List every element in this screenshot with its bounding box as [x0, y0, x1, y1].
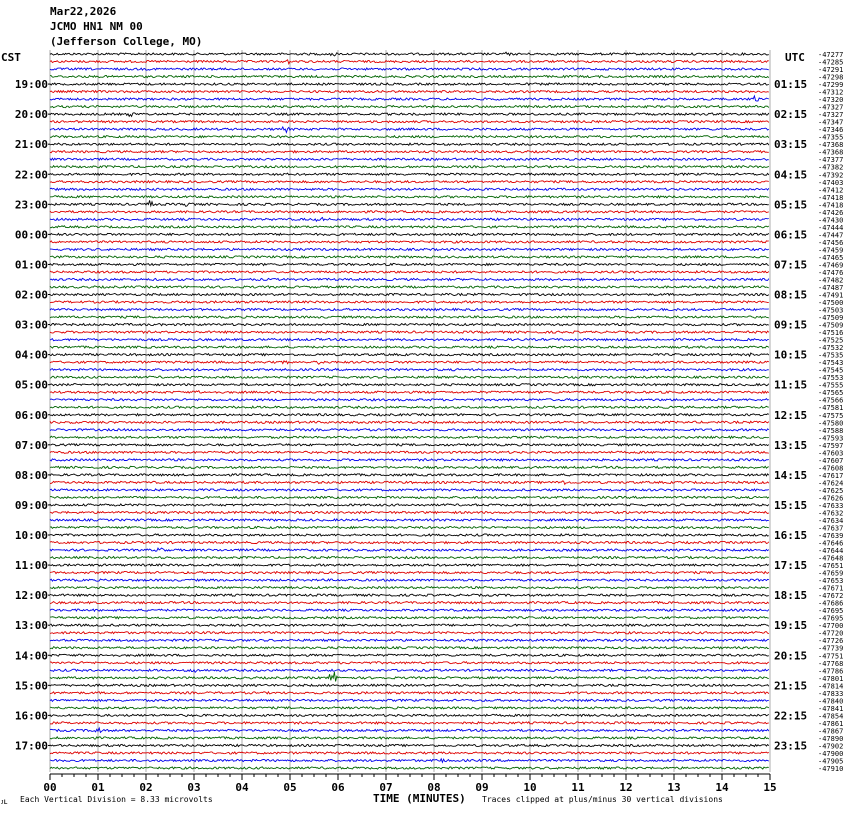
hour-label-right: 16:15 [774, 529, 808, 543]
trace-line [50, 511, 769, 513]
trace-line [50, 369, 769, 371]
trace-label: -47633 [818, 501, 844, 510]
trace-line [50, 68, 769, 70]
x-tick-label: 05 [283, 781, 297, 794]
trace-label: -47625 [818, 486, 844, 495]
trace-label: -47695 [818, 614, 844, 623]
scale-note: Each Vertical Division = 8.33 microvolts [20, 795, 213, 804]
hour-label-right: 21:15 [774, 679, 808, 693]
trace-label: -47487 [818, 283, 844, 292]
hour-label-right: 12:15 [774, 408, 808, 422]
hour-label-right: 14:15 [774, 468, 808, 482]
x-tick-label: 15 [763, 781, 777, 794]
trace-line [50, 617, 769, 619]
trace-line [50, 624, 769, 626]
trace-line [50, 737, 769, 739]
hour-label-right: 08:15 [774, 288, 808, 302]
trace-line [50, 632, 769, 634]
trace-label: -47910 [818, 765, 844, 773]
trace-line [50, 308, 769, 310]
trace-label: -47327 [818, 103, 844, 112]
trace-label: -47347 [818, 118, 844, 127]
trace-line [50, 376, 769, 378]
hour-label-left: 20:00 [14, 108, 48, 122]
trace-label: -47861 [818, 719, 844, 728]
trace-label: -47418 [818, 193, 844, 202]
trace-line [50, 466, 769, 468]
trace-line [50, 181, 769, 183]
trace-label: -47444 [818, 223, 844, 232]
trace-line [50, 196, 769, 198]
trace-label: -47509 [818, 314, 844, 323]
trace-label: -47382 [818, 163, 844, 172]
trace-label: -47648 [818, 554, 844, 563]
trace-label: -47671 [818, 584, 844, 593]
trace-label: -47299 [818, 81, 844, 90]
trace-label: -47509 [818, 321, 844, 330]
trace-line [50, 256, 769, 258]
trace-line [50, 444, 769, 446]
trace-line [50, 75, 769, 77]
trace-label: -47900 [818, 749, 844, 758]
x-tick-label: 11 [571, 781, 585, 794]
trace-line [50, 339, 769, 341]
trace-line [50, 692, 769, 694]
trace-label: -47905 [818, 757, 844, 766]
hour-label-left: 16:00 [14, 709, 48, 723]
trace-label: -47739 [818, 644, 844, 653]
left-timezone-label: CST [1, 51, 21, 64]
trace-line [50, 384, 769, 386]
trace-line [50, 263, 769, 265]
trace-line [50, 639, 769, 641]
x-tick-label: 04 [235, 781, 249, 794]
trace-label: -47608 [818, 464, 844, 473]
x-tick-label: 02 [139, 781, 153, 794]
trace-line [50, 564, 769, 566]
x-tick-label: 06 [331, 781, 345, 794]
trace-label: -47298 [818, 73, 844, 82]
hour-label-left: 22:00 [14, 168, 48, 182]
trace-label: -47412 [818, 186, 844, 195]
trace-label: -47854 [818, 712, 844, 721]
trace-line [50, 714, 769, 716]
trace-line [50, 278, 769, 280]
x-tick-label: 07 [379, 781, 393, 794]
station-location: (Jefferson College, MO) [50, 35, 203, 48]
trace-line [50, 361, 769, 364]
trace-line [50, 548, 769, 551]
hour-label-right: 09:15 [774, 318, 808, 332]
x-tick-label: 03 [187, 781, 201, 794]
trace-label: -47320 [818, 96, 844, 105]
trace-line [50, 421, 769, 423]
station-code: JCMO HN1 NM 00 [50, 20, 143, 33]
trace-line [50, 534, 769, 536]
x-tick-label: 00 [43, 781, 57, 794]
trace-line [50, 707, 769, 709]
trace-line [50, 436, 769, 438]
trace-line [50, 121, 769, 123]
trace-label: -47491 [818, 291, 844, 300]
trace-line [50, 699, 769, 701]
x-tick-label: 01 [91, 781, 105, 794]
trace-line [50, 271, 769, 273]
trace-line [50, 752, 769, 754]
trace-label: -47285 [818, 58, 844, 67]
trace-line [50, 571, 769, 573]
trace-label: -47833 [818, 689, 844, 698]
trace-line [50, 391, 769, 394]
hour-label-right: 23:15 [774, 739, 808, 753]
trace-label: -47516 [818, 329, 844, 338]
trace-line [50, 331, 769, 333]
hour-label-right: 20:15 [774, 649, 808, 663]
trace-line [50, 429, 769, 431]
trace-line [50, 151, 769, 153]
x-tick-label: 10 [523, 781, 537, 794]
hour-label-right: 10:15 [774, 348, 808, 362]
hour-label-right: 11:15 [774, 378, 808, 392]
trace-line [50, 474, 769, 476]
trace-line [50, 759, 769, 763]
trace-line [50, 158, 769, 160]
hour-label-left: 23:00 [14, 198, 48, 212]
trace-label: -47644 [818, 547, 844, 556]
hour-label-left: 15:00 [14, 679, 48, 693]
trace-line [50, 662, 769, 664]
trace-line [50, 556, 769, 558]
trace-label: -47626 [818, 494, 844, 503]
trace-line [50, 496, 769, 498]
trace-line [50, 594, 769, 596]
trace-label: -47575 [818, 411, 844, 420]
trace-label: -47355 [818, 133, 844, 142]
trace-label: -47418 [818, 201, 844, 210]
trace-label: -47646 [818, 539, 844, 548]
trace-label: -47426 [818, 208, 844, 217]
trace-line [50, 316, 769, 318]
trace-line [50, 90, 769, 92]
trace-line [50, 346, 769, 348]
hour-label-left: 14:00 [14, 649, 48, 663]
trace-line [50, 96, 769, 101]
trace-label: -47603 [818, 449, 844, 458]
trace-label: -47639 [818, 532, 844, 541]
trace-label: -47672 [818, 592, 844, 601]
hour-label-right: 15:15 [774, 498, 808, 512]
trace-line [50, 609, 769, 611]
hour-label-left: 03:00 [14, 318, 48, 332]
trace-label: -47695 [818, 607, 844, 616]
corner-mark: ᴊʟ [1, 797, 9, 806]
trace-label: -47890 [818, 734, 844, 743]
trace-label: -47751 [818, 652, 844, 661]
hour-label-left: 05:00 [14, 378, 48, 392]
trace-line [50, 481, 769, 484]
trace-line [50, 188, 769, 190]
trace-line [50, 459, 769, 461]
trace-line [50, 200, 769, 206]
hour-label-left: 08:00 [14, 468, 48, 482]
trace-label: -47659 [818, 569, 844, 578]
trace-label: -47377 [818, 156, 844, 165]
trace-label: -47566 [818, 396, 844, 405]
trace-label: -47580 [818, 419, 844, 428]
hour-label-right: 03:15 [774, 138, 808, 152]
right-timezone-label: UTC [785, 51, 805, 64]
trace-label: -47651 [818, 562, 844, 571]
trace-label: -47469 [818, 261, 844, 270]
trace-label: -47456 [818, 238, 844, 247]
trace-label: -47368 [818, 148, 844, 157]
hour-label-left: 04:00 [14, 348, 48, 362]
chart-date: Mar22,2026 [50, 5, 117, 18]
x-tick-label: 14 [715, 781, 729, 794]
trace-label: -47392 [818, 171, 844, 180]
x-tick-label: 08 [427, 781, 441, 794]
trace-line [50, 579, 769, 581]
trace-line [50, 323, 769, 325]
trace-label: -47500 [818, 299, 844, 308]
trace-label: -47465 [818, 253, 844, 262]
trace-line [50, 127, 769, 132]
hour-label-right: 07:15 [774, 258, 808, 272]
trace-line [50, 489, 769, 491]
trace-line [50, 217, 769, 221]
trace-line [50, 233, 769, 235]
trace-line [50, 211, 769, 213]
trace-line [50, 526, 769, 528]
x-tick-label: 12 [619, 781, 633, 794]
trace-label: -47565 [818, 389, 844, 398]
trace-line [50, 602, 769, 604]
trace-label: -47291 [818, 66, 844, 75]
trace-label: -47653 [818, 577, 844, 586]
trace-label: -47482 [818, 276, 844, 285]
trace-label: -47525 [818, 336, 844, 345]
trace-label: -47634 [818, 516, 844, 525]
trace-label: -47581 [818, 404, 844, 413]
hour-label-left: 07:00 [14, 438, 48, 452]
hour-label-left: 19:00 [14, 78, 48, 92]
trace-label: -47686 [818, 599, 844, 608]
trace-line [50, 406, 769, 408]
trace-line [50, 353, 769, 356]
trace-label: -47327 [818, 111, 844, 120]
trace-label: -47867 [818, 727, 844, 736]
trace-label: -47593 [818, 434, 844, 443]
hour-label-right: 05:15 [774, 198, 808, 212]
trace-line [50, 541, 769, 543]
trace-label: -47403 [818, 178, 844, 187]
x-axis-title: TIME (MINUTES) [373, 792, 466, 805]
trace-label: -47597 [818, 441, 844, 450]
trace-label: -47312 [818, 88, 844, 97]
trace-line [50, 106, 769, 108]
hour-label-left: 02:00 [14, 288, 48, 302]
hour-label-left: 09:00 [14, 498, 48, 512]
trace-label: -47801 [818, 674, 844, 683]
trace-line [50, 52, 769, 56]
hour-label-left: 01:00 [14, 258, 48, 272]
trace-line [50, 248, 769, 250]
trace-label: -47555 [818, 381, 844, 390]
trace-line [50, 301, 769, 303]
trace-label: -47447 [818, 231, 844, 240]
trace-line [50, 672, 769, 682]
hour-label-right: 17:15 [774, 559, 808, 573]
trace-line [50, 60, 769, 64]
trace-label: -47637 [818, 524, 844, 533]
trace-label: -47624 [818, 479, 844, 488]
trace-line [50, 286, 769, 288]
hour-label-left: 12:00 [14, 589, 48, 603]
hour-label-left: 11:00 [14, 559, 48, 573]
trace-line [50, 143, 769, 145]
trace-label: -47617 [818, 471, 844, 480]
hour-label-right: 02:15 [774, 108, 808, 122]
trace-label: -47277 [818, 51, 844, 59]
trace-line [50, 241, 769, 243]
trace-line [50, 173, 769, 175]
trace-line [50, 166, 769, 168]
trace-label: -47726 [818, 637, 844, 646]
x-tick-label: 13 [667, 781, 681, 794]
hour-label-left: 10:00 [14, 529, 48, 543]
trace-label: -47841 [818, 704, 844, 713]
trace-label: -47814 [818, 682, 844, 691]
trace-line [50, 83, 769, 85]
trace-line [50, 767, 769, 769]
hour-label-right: 19:15 [774, 619, 808, 633]
trace-label: -47545 [818, 366, 844, 375]
trace-label: -47459 [818, 246, 844, 255]
trace-label: -47607 [818, 456, 844, 465]
trace-line [50, 519, 769, 521]
hour-label-right: 18:15 [774, 589, 808, 603]
trace-label: -47503 [818, 306, 844, 315]
trace-label: -47902 [818, 742, 844, 751]
trace-label: -47768 [818, 659, 844, 668]
trace-label: -47720 [818, 629, 844, 638]
hour-label-right: 01:15 [774, 78, 808, 92]
trace-line [50, 722, 769, 724]
trace-label: -47786 [818, 667, 844, 676]
trace-line [50, 226, 769, 228]
hour-label-right: 13:15 [774, 438, 808, 452]
hour-label-left: 21:00 [14, 138, 48, 152]
hour-label-left: 13:00 [14, 619, 48, 633]
hour-label-right: 22:15 [774, 709, 808, 723]
trace-line [50, 136, 769, 138]
trace-line [50, 587, 769, 589]
trace-line [50, 293, 769, 295]
x-tick-label: 09 [475, 781, 489, 794]
trace-label: -47700 [818, 622, 844, 631]
trace-label: -47368 [818, 141, 844, 150]
trace-label: -47476 [818, 268, 844, 277]
trace-line [50, 684, 769, 686]
clip-note: Traces clipped at plus/minus 30 vertical divisions [482, 795, 723, 804]
trace-line [50, 654, 769, 656]
hour-label-left: 00:00 [14, 228, 48, 242]
hour-label-left: 17:00 [14, 739, 48, 753]
hour-label-right: 04:15 [774, 168, 808, 182]
trace-label: -47535 [818, 351, 844, 360]
trace-line [50, 113, 769, 117]
trace-label: -47346 [818, 126, 844, 135]
trace-label: -47632 [818, 509, 844, 518]
trace-line [50, 414, 769, 416]
trace-label: -47543 [818, 359, 844, 368]
trace-line [50, 744, 769, 746]
trace-line [50, 504, 769, 506]
trace-label: -47840 [818, 697, 844, 706]
trace-line [50, 728, 769, 732]
trace-label: -47430 [818, 216, 844, 225]
trace-label: -47588 [818, 426, 844, 435]
trace-line [50, 399, 769, 401]
trace-label: -47532 [818, 344, 844, 353]
trace-line [50, 647, 769, 649]
hour-label-right: 06:15 [774, 228, 808, 242]
trace-line [50, 669, 769, 672]
trace-line [50, 451, 769, 453]
hour-label-left: 06:00 [14, 408, 48, 422]
trace-label: -47553 [818, 374, 844, 383]
